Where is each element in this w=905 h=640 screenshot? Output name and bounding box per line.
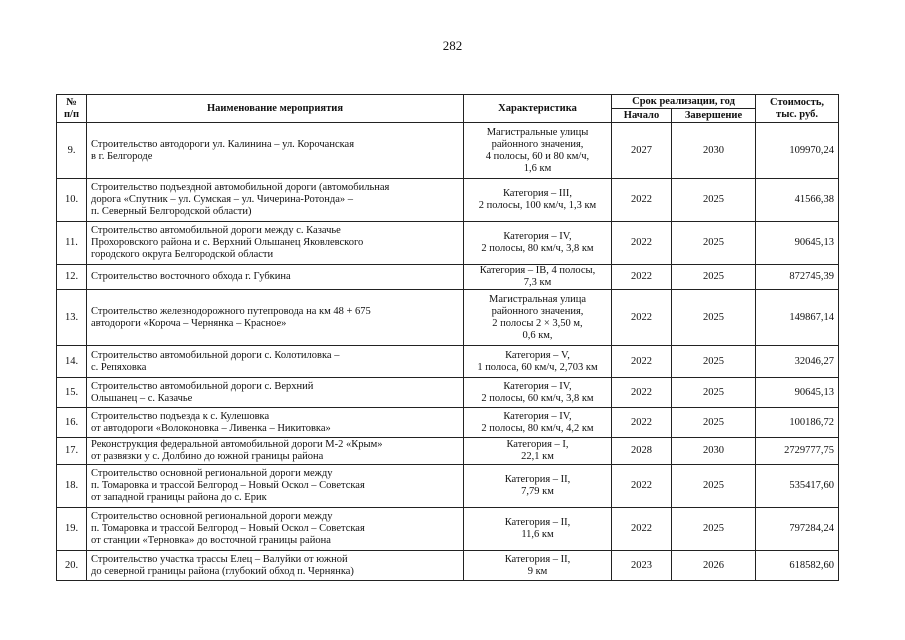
row-start-year: 2022 [612,222,672,265]
header-name: Наименование мероприятия [87,95,464,123]
table-row [57,222,839,265]
row-cost: 90645,13 [756,378,839,408]
row-name: Строительство подъезда к с. Кулешовка от автодороги «Волоконовка – Ливенка – Никитовка» [87,408,464,438]
table-row [57,508,839,551]
row-characteristic: Категория – I, 22,1 км [464,438,612,465]
row-start-year: 2028 [612,438,672,465]
row-end-year: 2025 [672,290,756,346]
row-end-year: 2025 [672,508,756,551]
row-number: 12. [57,265,87,290]
row-name: Строительство автомобильной дороги с. Колотиловка – с. Репяховка [87,346,464,378]
row-start-year: 2022 [612,465,672,508]
row-end-year: 2025 [672,179,756,222]
row-cost: 41566,38 [756,179,839,222]
row-end-year: 2025 [672,378,756,408]
row-cost: 797284,24 [756,508,839,551]
row-name: Строительство основной региональной дороги между п. Томаровка и трассой Белгород – Новый Оскол – Советская от западной границы района до с. Ерик [87,465,464,508]
header-start: Начало [612,109,672,123]
row-cost: 149867,14 [756,290,839,346]
row-end-year: 2030 [672,123,756,179]
row-name: Строительство автомобильной дороги между с. Казачье Прохоровского района и с. Верхний Ольшанец Яковлевского городского округа Белгородской области [87,222,464,265]
page-number: 282 [442,38,463,53]
table-row [57,551,839,581]
row-number: 20. [57,551,87,581]
table-row [57,179,839,222]
row-number: 17. [57,438,87,465]
row-number: 13. [57,290,87,346]
row-characteristic: Магистральные улицы районного значения, 4 полосы, 60 и 80 км/ч, 1,6 км [464,123,612,179]
row-name: Реконструкция федеральной автомобильной дороги М-2 «Крым» от развязки у с. Долбино до южной границы района [87,438,464,465]
row-start-year: 2022 [612,179,672,222]
row-end-year: 2025 [672,465,756,508]
table-row [57,346,839,378]
row-start-year: 2022 [612,408,672,438]
row-number: 15. [57,378,87,408]
row-end-year: 2025 [672,222,756,265]
header-end: Завершение [672,109,756,123]
row-end-year: 2025 [672,265,756,290]
row-characteristic: Магистральная улица районного значения, 2 полосы 2 × 3,50 м, 0,6 км, [464,290,612,346]
table-row [57,265,839,290]
row-end-year: 2026 [672,551,756,581]
row-start-year: 2023 [612,551,672,581]
row-cost: 535417,60 [756,465,839,508]
row-number: 11. [57,222,87,265]
row-characteristic: Категория – IB, 4 полосы, 7,3 км [464,265,612,290]
header-period: Срок реализации, год [612,95,756,109]
table-row [57,123,839,179]
row-start-year: 2022 [612,346,672,378]
row-name: Строительство основной региональной дороги между п. Томаровка и трассой Белгород – Новый Оскол – Советская от станции «Терновка» до восточной границы района [87,508,464,551]
row-characteristic: Категория – V, 1 полоса, 60 км/ч, 2,703 км [464,346,612,378]
row-number: 10. [57,179,87,222]
header-num: № п/п [57,95,87,123]
row-name: Строительство подъездной автомобильной дороги (автомобильная дорога «Спутник – ул. Сумская – ул. Чичерина-Ротонда» – п. Северный Белгородской области) [87,179,464,222]
row-number: 19. [57,508,87,551]
row-cost: 100186,72 [756,408,839,438]
row-characteristic: Категория – III, 2 полосы, 100 км/ч, 1,3 км [464,179,612,222]
row-characteristic: Категория – II, 11,6 км [464,508,612,551]
row-name: Строительство автодороги ул. Калинина – ул. Корочанская в г. Белгороде [87,123,464,179]
row-number: 14. [57,346,87,378]
projects-table [56,94,839,581]
row-end-year: 2025 [672,408,756,438]
row-start-year: 2022 [612,290,672,346]
table-row [57,465,839,508]
row-name: Строительство железнодорожного путепровода на км 48 + 675 автодороги «Короча – Чернянка – Красное» [87,290,464,346]
row-number: 9. [57,123,87,179]
row-characteristic: Категория – II, 7,79 км [464,465,612,508]
row-number: 16. [57,408,87,438]
row-characteristic: Категория – IV, 2 полосы, 60 км/ч, 3,8 км [464,378,612,408]
row-cost: 618582,60 [756,551,839,581]
row-cost: 32046,27 [756,346,839,378]
row-start-year: 2027 [612,123,672,179]
row-start-year: 2022 [612,265,672,290]
row-end-year: 2025 [672,346,756,378]
row-cost: 2729777,75 [756,438,839,465]
header-characteristic: Характеристика [464,95,612,123]
table-row [57,408,839,438]
table-row [57,378,839,408]
row-characteristic: Категория – IV, 2 полосы, 80 км/ч, 3,8 км [464,222,612,265]
row-end-year: 2030 [672,438,756,465]
row-cost: 109970,24 [756,123,839,179]
table-row [57,290,839,346]
row-name: Строительство автомобильной дороги с. Верхний Ольшанец – с. Казачье [87,378,464,408]
row-start-year: 2022 [612,378,672,408]
row-start-year: 2022 [612,508,672,551]
row-cost: 872745,39 [756,265,839,290]
row-characteristic: Категория – II, 9 км [464,551,612,581]
row-characteristic: Категория – IV, 2 полосы, 80 км/ч, 4,2 км [464,408,612,438]
table-row [57,438,839,465]
row-number: 18. [57,465,87,508]
row-name: Строительство восточного обхода г. Губкина [87,265,464,290]
row-cost: 90645,13 [756,222,839,265]
header-cost: Стоимость, тыс. руб. [756,95,839,123]
row-name: Строительство участка трассы Елец – Валуйки от южной до северной границы района (глубокий обход п. Чернянка) [87,551,464,581]
